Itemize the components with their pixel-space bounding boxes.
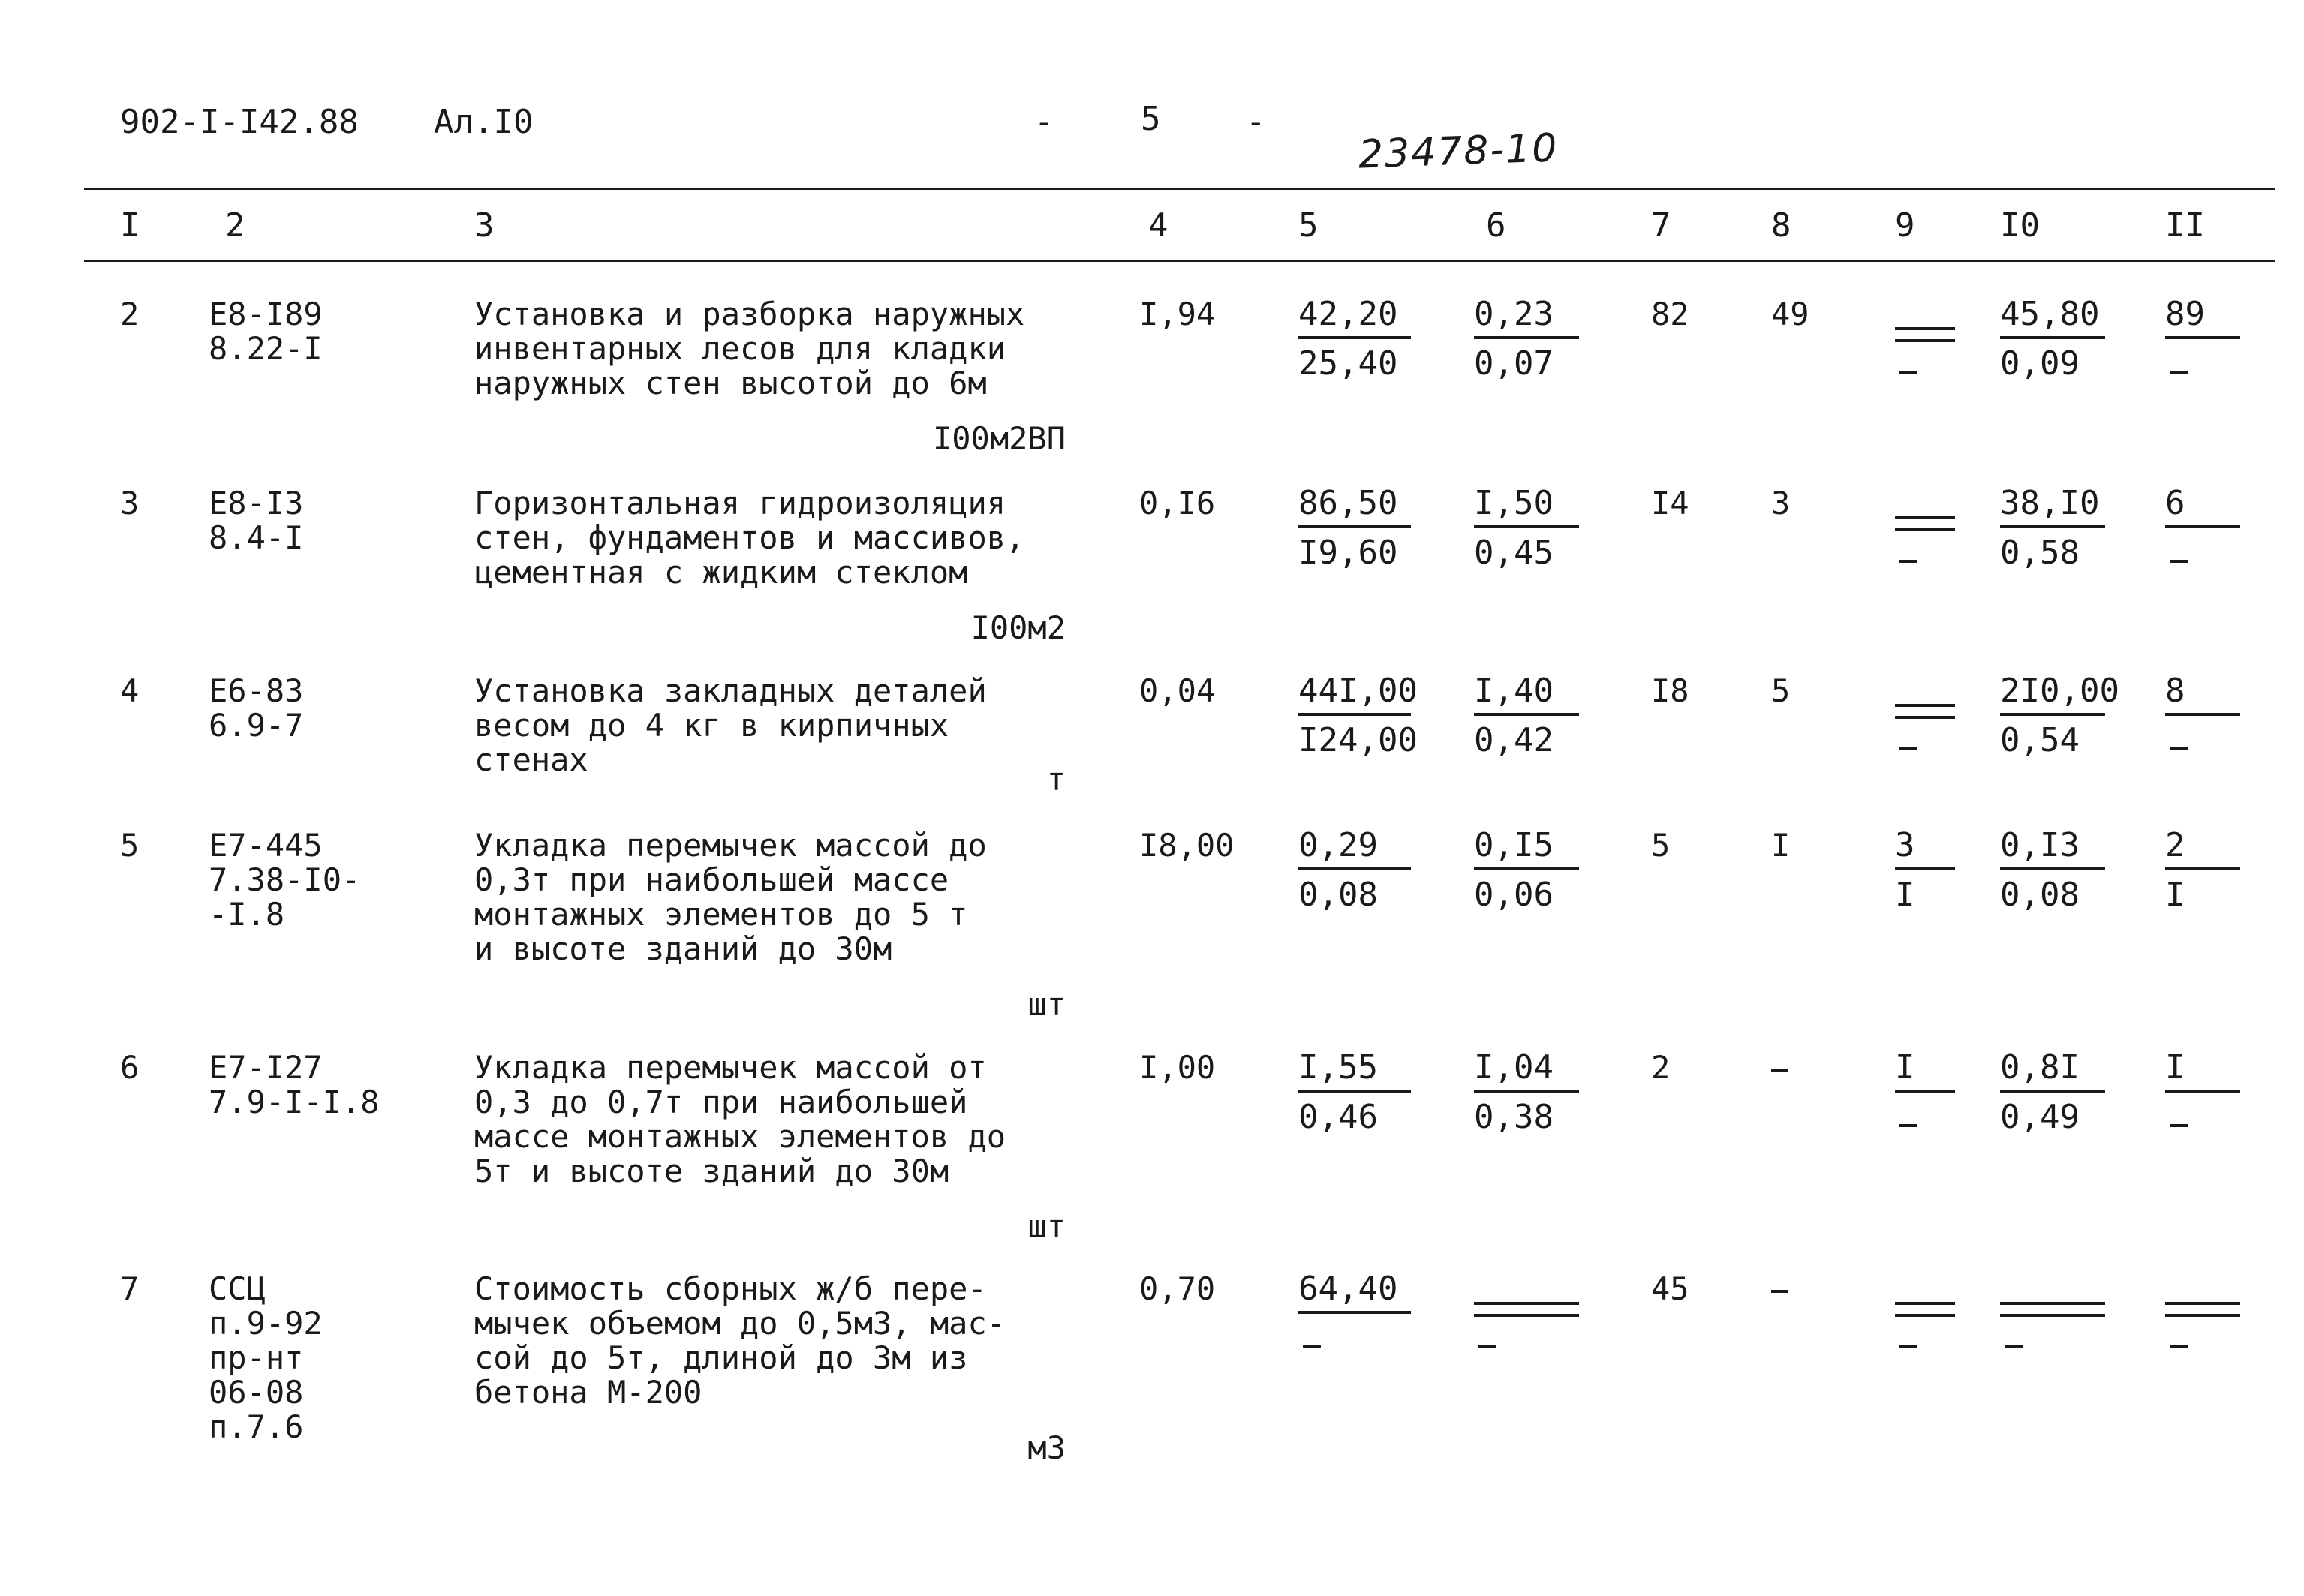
norm-code: E7-I27	[209, 1049, 323, 1086]
col8-dash	[1771, 1069, 1788, 1072]
machine-cost-fraction-line	[1474, 525, 1579, 528]
norm-code: 7.38-I0-	[209, 861, 361, 898]
norm-code: 06-08	[209, 1374, 304, 1411]
work-description: Установка и разборка наружных	[474, 296, 1025, 332]
col9-value-fraction-line	[1895, 339, 1955, 342]
labor-cost-fraction-line	[2000, 336, 2105, 339]
machine-cost-fraction-line	[1474, 1314, 1579, 1317]
col9-value-bottom-dash	[1899, 1345, 1917, 1348]
labor-cost-top: 0,8I	[2000, 1048, 2080, 1087]
machine-cost-top: I,50	[1474, 484, 1554, 522]
unit-cost-bottom-dash	[1303, 1345, 1321, 1348]
measure-unit: I00м2	[970, 609, 1066, 646]
column-number: I0	[2000, 206, 2040, 245]
norm-code: ССЦ	[209, 1270, 266, 1307]
wages: 49	[1771, 296, 1809, 332]
wages: 3	[1771, 485, 1791, 521]
column-number: 3	[474, 206, 495, 245]
row-number: 7	[120, 1270, 140, 1307]
norm-code: E7-445	[209, 827, 323, 864]
labor-cost-bottom: 0,58	[2000, 534, 2080, 572]
work-description: и высоте зданий до 30м	[474, 930, 892, 967]
unit-cost-fraction-line	[1298, 1090, 1411, 1093]
total-cost: 2	[1651, 1049, 1671, 1086]
norm-code: 7.9-I-I.8	[209, 1084, 380, 1120]
norm-code: E8-I3	[209, 485, 304, 521]
col9-value-top: I	[1895, 1048, 1915, 1087]
col9-value-bottom-dash	[1899, 560, 1917, 563]
col11-value-bottom-dash	[2170, 1124, 2188, 1127]
labor-cost-bottom: 0,08	[2000, 876, 2080, 914]
column-number: 6	[1486, 206, 1506, 245]
labor-cost-fraction-line	[2000, 1314, 2105, 1317]
total-cost: 45	[1651, 1270, 1689, 1307]
col9-value-fraction-line	[1895, 1090, 1955, 1093]
column-number: 2	[225, 206, 245, 245]
norm-code: пр-нт	[209, 1339, 304, 1376]
page-dash-left: -	[1034, 103, 1054, 141]
machine-cost-fraction-line	[1474, 1090, 1579, 1093]
machine-cost-top: I,04	[1474, 1048, 1554, 1087]
labor-cost-fraction-line	[2000, 713, 2105, 716]
column-number: 8	[1771, 206, 1791, 245]
col11-value-fraction-line	[2165, 525, 2240, 528]
labor-cost-bottom: 0,09	[2000, 344, 2080, 383]
column-number: 4	[1148, 206, 1169, 245]
quantity: I8,00	[1139, 827, 1235, 864]
col11-value-top: 89	[2165, 295, 2205, 333]
work-description: сой до 5т, длиной до 3м из	[474, 1339, 968, 1376]
machine-cost-bottom: 0,38	[1474, 1098, 1554, 1136]
unit-cost-top: 0,29	[1298, 826, 1378, 864]
measure-unit: т	[1046, 761, 1066, 798]
work-description: 5т и высоте зданий до 30м	[474, 1153, 949, 1189]
row-number: 5	[120, 827, 140, 864]
column-number: I	[120, 206, 140, 245]
norm-code: п.9-92	[209, 1305, 323, 1342]
machine-cost-top: 0,23	[1474, 295, 1554, 333]
machine-cost-top: 0,I5	[1474, 826, 1554, 864]
norm-code: 8.22-I	[209, 330, 323, 367]
work-description: бетона М-200	[474, 1374, 702, 1411]
machine-cost-fraction-line	[1474, 867, 1579, 870]
page-dash-right: -	[1246, 103, 1266, 141]
col9-value-bottom: I	[1895, 876, 1915, 914]
unit-cost-top: 64,40	[1298, 1270, 1398, 1308]
labor-cost-top: 45,80	[2000, 295, 2100, 333]
work-description: массе монтажных элементов до	[474, 1118, 1006, 1155]
unit-cost-bottom: I24,00	[1298, 721, 1418, 759]
col11-value-fraction-line	[2165, 1314, 2240, 1317]
header-bottom-rule	[84, 260, 2275, 262]
total-cost: 82	[1651, 296, 1689, 332]
work-description: Укладка перемычек массой до	[474, 827, 987, 864]
total-cost: 5	[1651, 827, 1671, 864]
col9-value-top: 3	[1895, 826, 1915, 864]
work-description: весом до 4 кг в кирпичных	[474, 707, 949, 744]
col11-value-fraction-line	[2165, 336, 2240, 339]
col11-value-fraction-line	[2165, 713, 2240, 716]
norm-code: п.7.6	[209, 1408, 304, 1445]
col11-value-bottom-dash	[2170, 1345, 2188, 1348]
col11-value-top: 6	[2165, 484, 2185, 522]
work-description: инвентарных лесов для кладки	[474, 330, 1006, 367]
work-description: наружных стен высотой до 6м	[474, 365, 987, 401]
work-description: Установка закладных деталей	[474, 672, 987, 709]
measure-unit: шт	[1027, 1208, 1066, 1245]
labor-cost-top-dash	[2000, 1302, 2105, 1305]
col9-value-bottom-dash	[1899, 747, 1917, 750]
row-number: 4	[120, 672, 140, 709]
norm-code: E8-I89	[209, 296, 323, 332]
unit-cost-bottom: 25,40	[1298, 344, 1398, 383]
col8-dash	[1771, 1290, 1788, 1293]
col9-value-top-dash	[1895, 327, 1955, 330]
labor-cost-fraction-line	[2000, 867, 2105, 870]
work-description: монтажных элементов до 5 т	[474, 896, 968, 933]
labor-cost-fraction-line	[2000, 1090, 2105, 1093]
column-number: 9	[1895, 206, 1915, 245]
labor-cost-top: 0,I3	[2000, 826, 2080, 864]
work-description: цементная с жидким стеклом	[474, 554, 968, 591]
unit-cost-fraction-line	[1298, 336, 1411, 339]
col11-value-bottom-dash	[2170, 747, 2188, 750]
work-description: стен, фундаментов и массивов,	[474, 519, 1025, 556]
unit-cost-fraction-line	[1298, 867, 1411, 870]
work-description: 0,3 до 0,7т при наибольшей	[474, 1084, 968, 1120]
unit-cost-bottom: I9,60	[1298, 534, 1398, 572]
machine-cost-bottom: 0,07	[1474, 344, 1554, 383]
page-number: 5	[1141, 100, 1161, 138]
col11-value-fraction-line	[2165, 867, 2240, 870]
quantity: I,00	[1139, 1049, 1216, 1086]
work-description: мычек объемом до 0,5м3, мас-	[474, 1305, 1006, 1342]
col11-value-bottom-dash	[2170, 560, 2188, 563]
document-code: 902-I-I42.88	[120, 103, 359, 141]
row-number: 3	[120, 485, 140, 521]
unit-cost-top: I,55	[1298, 1048, 1378, 1087]
wages: 5	[1771, 672, 1791, 709]
total-cost: I8	[1651, 672, 1689, 709]
album-number: Ал.I0	[434, 103, 534, 141]
unit-cost-fraction-line	[1298, 1311, 1411, 1314]
wages: I	[1771, 827, 1791, 864]
column-number: II	[2165, 206, 2205, 245]
norm-code: 6.9-7	[209, 707, 304, 744]
measure-unit: I00м2ВП	[932, 420, 1066, 457]
row-number: 6	[120, 1049, 140, 1086]
labor-cost-top: 38,I0	[2000, 484, 2100, 522]
col11-value-bottom: I	[2165, 876, 2185, 914]
norm-code: E6-83	[209, 672, 304, 709]
unit-cost-top: 86,50	[1298, 484, 1398, 522]
column-number: 7	[1651, 206, 1671, 245]
labor-cost-top: 2I0,00	[2000, 672, 2119, 710]
work-description: 0,3т при наибольшей массе	[474, 861, 949, 898]
work-description: Стоимость сборных ж/б пере-	[474, 1270, 987, 1307]
work-description: Укладка перемычек массой от	[474, 1049, 987, 1086]
quantity: 0,04	[1139, 672, 1216, 709]
col11-value-top: I	[2165, 1048, 2185, 1087]
labor-cost-bottom-dash	[2005, 1345, 2023, 1348]
work-description: стенах	[474, 741, 588, 778]
col9-value-fraction-line	[1895, 1314, 1955, 1317]
unit-cost-fraction-line	[1298, 525, 1411, 528]
col9-value-fraction-line	[1895, 528, 1955, 531]
row-number: 2	[120, 296, 140, 332]
col9-value-top-dash	[1895, 516, 1955, 519]
unit-cost-top: 44I,00	[1298, 672, 1418, 710]
header-top-rule	[84, 188, 2275, 190]
quantity: 0,I6	[1139, 485, 1216, 521]
total-cost: I4	[1651, 485, 1689, 521]
col9-value-bottom-dash	[1899, 371, 1917, 374]
machine-cost-bottom: 0,06	[1474, 876, 1554, 914]
column-number: 5	[1298, 206, 1319, 245]
col11-value-top: 8	[2165, 672, 2185, 710]
quantity: I,94	[1139, 296, 1216, 332]
col11-value-fraction-line	[2165, 1090, 2240, 1093]
labor-cost-bottom: 0,49	[2000, 1098, 2080, 1136]
col11-value-top: 2	[2165, 826, 2185, 864]
unit-cost-bottom: 0,46	[1298, 1098, 1378, 1136]
unit-cost-top: 42,20	[1298, 295, 1398, 333]
labor-cost-fraction-line	[2000, 525, 2105, 528]
handwritten-reference: 23478-10	[1358, 125, 1560, 178]
unit-cost-fraction-line	[1298, 713, 1411, 716]
col9-value-fraction-line	[1895, 716, 1955, 719]
col9-value-top-dash	[1895, 704, 1955, 707]
machine-cost-bottom: 0,45	[1474, 534, 1554, 572]
work-description: Горизонтальная гидроизоляция	[474, 485, 1006, 521]
col11-value-top-dash	[2165, 1302, 2240, 1305]
unit-cost-bottom: 0,08	[1298, 876, 1378, 914]
measure-unit: шт	[1027, 986, 1066, 1023]
machine-cost-top-dash	[1474, 1302, 1579, 1305]
col9-value-top-dash	[1895, 1302, 1955, 1305]
machine-cost-top: I,40	[1474, 672, 1554, 710]
norm-code: 8.4-I	[209, 519, 304, 556]
col11-value-bottom-dash	[2170, 371, 2188, 374]
machine-cost-fraction-line	[1474, 336, 1579, 339]
labor-cost-bottom: 0,54	[2000, 721, 2080, 759]
quantity: 0,70	[1139, 1270, 1216, 1307]
machine-cost-fraction-line	[1474, 713, 1579, 716]
norm-code: -I.8	[209, 896, 285, 933]
col9-value-bottom-dash	[1899, 1124, 1917, 1127]
machine-cost-bottom-dash	[1478, 1345, 1496, 1348]
col9-value-fraction-line	[1895, 867, 1955, 870]
machine-cost-bottom: 0,42	[1474, 721, 1554, 759]
measure-unit: м3	[1027, 1429, 1066, 1466]
